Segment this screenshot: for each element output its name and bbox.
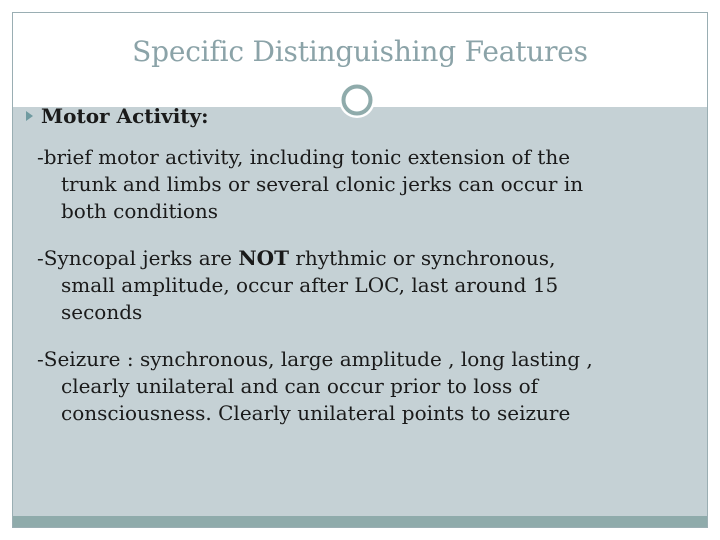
paragraph-line: -brief motor activity, including tonic extension of the — [37, 145, 571, 169]
paragraph-line: clearly unilateral and can occur prior to loss of — [61, 374, 539, 398]
paragraph-line: consciousness. Clearly unilateral points to seizure — [61, 401, 571, 425]
paragraph-line: -Seizure : synchronous, large amplitude , long lasting , — [37, 347, 593, 371]
emphasis-not: NOT — [238, 246, 289, 270]
text-segment: rhythmic or synchronous, — [288, 246, 556, 270]
paragraph-line: trunk and limbs or several clonic jerks can occur in — [61, 172, 584, 196]
paragraph-line — [37, 245, 687, 272]
paragraph-line: small amplitude, occur after LOC, last around 15 — [61, 273, 559, 297]
paragraph-line: seconds — [61, 300, 143, 324]
section-heading-text: Motor Activity: — [41, 104, 209, 128]
triangle-bullet-icon — [26, 111, 33, 121]
circle-ornament-icon — [337, 80, 377, 120]
paragraph-syncopal-jerks — [37, 245, 687, 326]
paragraph-brief-motor-activity — [37, 144, 687, 225]
paragraph-line: both conditions — [61, 199, 219, 223]
text-segment: -Syncopal jerks are — [37, 246, 239, 270]
paragraph-seizure — [37, 346, 687, 427]
section-heading — [26, 104, 209, 128]
footer-bar — [13, 516, 707, 528]
slide-title: Specific Distinguishing Features — [132, 35, 588, 68]
